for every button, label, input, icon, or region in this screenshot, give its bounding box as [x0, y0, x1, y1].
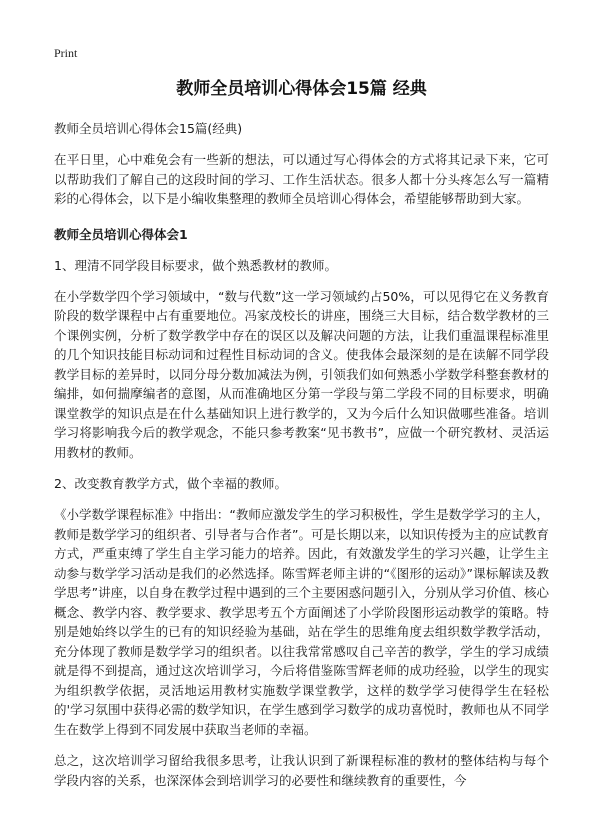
point-2-heading: 2、改变教育教学方式，做个幸福的教师。 — [54, 476, 287, 491]
point-1-heading: 1、理清不同学段目标要求，做个熟悉教材的教师。 — [54, 257, 337, 273]
paragraph-1: 在小学数学四个学习领域中，“数与代数”这一学习领域约占50%，可以见得它在义务教育阶段的数学课程中占有重要地位。冯家茂校长的讲座，围绕三大目标，结合数学教材的三个课例实例，分析了数学教学中存在的误区以及解决问题的方法，让我们重温课程标准里的几个知识技能目标动词和过程性目标动词的含义。使我体会最深刻的是在读解不同学段教学目标的差异时，以同分母分数加减法为例，引领我们如何熟悉小学数学科整套教材的编排，如何揣摩编者的意图，从而准确地区分第一学段与第二学段不同的目标要求，明确课堂教学的知识点是在什么基础知识上进行教学的，又为今后什么知识做哪些准备。培训学习将影响我今后的教学观念，不能只参考教案“见书教书”，应做一个研究教材、灵活运用教材的教师。 — [54, 288, 549, 460]
intro-paragraph: 在平日里，心中难免会有一些新的想法，可以通过写心得体会的方式将其记录下来，它可以帮助我们了解自己的这段时间的学习、工作生活状态。很多人都十分头疼怎么写一篇精彩的心得体会，以下是小编收集整理的教师全员培训心得体会，希望能够帮助到大家。 — [54, 152, 549, 206]
document-subtitle: 教师全员培训心得体会15篇(经典) — [54, 121, 243, 136]
paragraph-2: 《小学数学课程标准》中指出：“教师应激发学生的学习积极性，学生是数学学习的主人，教师是数学学习的组织者、引导者与合作者”。可是长期以来，以知识传授为主的应试教育方式，严重束缚了学生自主学习能力的培养。因此，有效激发学生的学习兴趣，让学生主动参与数学学习活动是我们的必然选择。陈雪辉老师主讲的“《图形的运动》”课标解读及教学思考”讲座，以自身在教学过程中遇到的三个主要困惑问题引入，分别从学习价值、核心概念、教学内容、教学要求、教学思考五个方面阐述了小学阶段图形运动教学的策略。特别是她始终以学生的已有的知识经验为基础，站在学生的思维角度去组织数学教学活动，充分体现了教师是数学学习的组织者。以往我常常感叹自己辛苦的教学，学生的学习成绩就是得不到提高，通过这次培训学习，今后将借鉴陈雪辉老师的成功经验，以学生的现实为组织教学依据，灵活地运用教材实施数学课堂教学，这样的数学学习使得学生在轻松的'学习氛围中获得必需的数学知识，在学生感到学习数学的成功喜悦时，教师也从不同学生在数学上得到不同发展中获取当老师的幸福。 — [54, 507, 549, 737]
page-title: 教师全员培训心得体会15篇 经典 — [176, 79, 427, 99]
print-link[interactable]: Print — [54, 46, 78, 60]
section-heading: 教师全员培训心得体会1 — [54, 226, 188, 242]
document-body — [54, 76, 549, 790]
paragraph-3: 总之，这次培训学习留给我很多思考，让我认识到了新课程标准的教材的整体结构与每个学段内容的关系，也深深体会到培训学习的必要性和继续教育的重要性，今 — [54, 753, 549, 788]
